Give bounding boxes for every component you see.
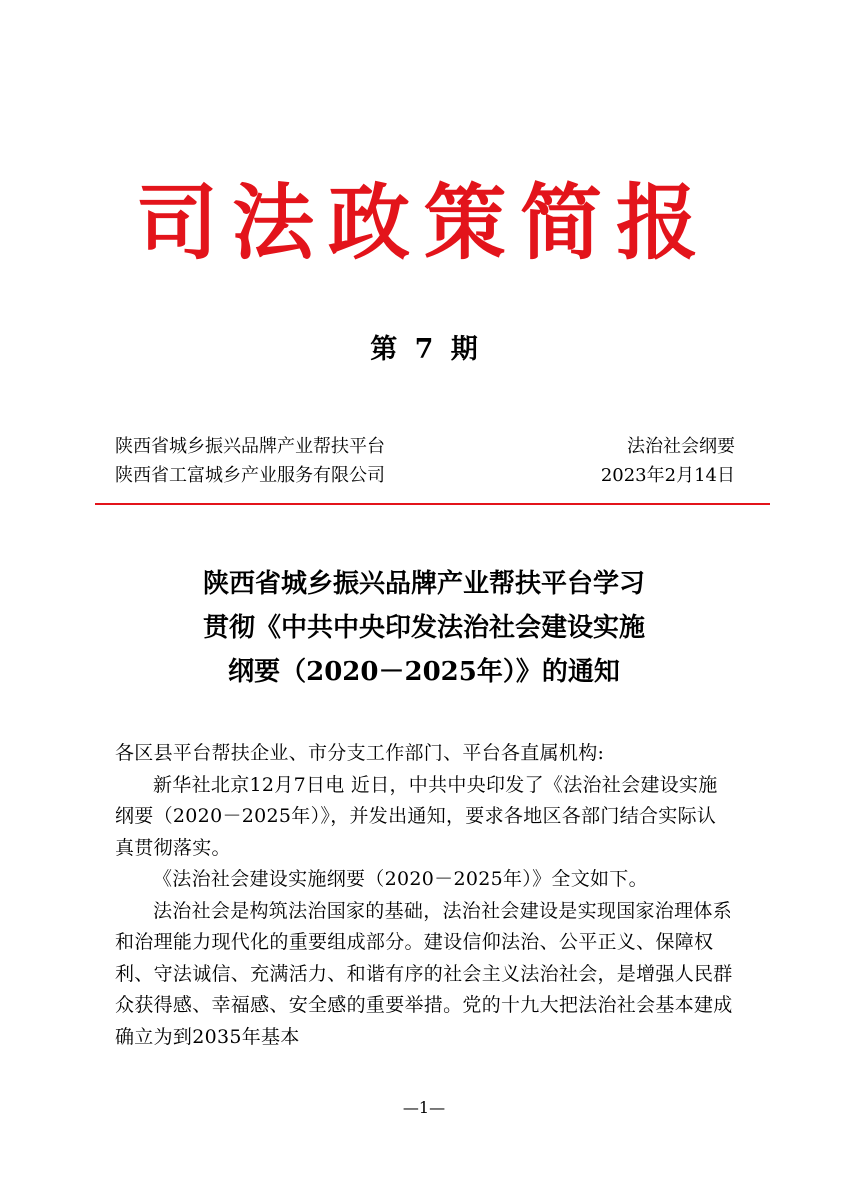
issue-number: 第 7 期	[370, 334, 478, 365]
salutation: 各区县平台帮扶企业、市分支工作部门、平台各直属机构:	[115, 742, 605, 764]
document-title	[0, 562, 848, 694]
document-title-line: 陕西省城乡振兴品牌产业帮扶平台学习	[202, 569, 645, 599]
document-title-line: 纲要（2020－2025年）》的通知	[228, 657, 620, 687]
issuer-row-2	[115, 461, 735, 490]
document-body	[115, 738, 735, 1053]
issuer-block	[115, 432, 735, 490]
page-number: —1—	[402, 1098, 446, 1117]
body-paragraph: 《法治社会建设实施纲要（2020－2025年）》全文如下。	[153, 868, 648, 890]
body-paragraph: 新华社北京12月7日电 近日，中共中央印发了《法治社会建设实施纲要（2020－2025年）》，并发出通知，要求各地区各部门结合实际认真贯彻落实。	[115, 773, 718, 859]
red-divider	[95, 503, 770, 505]
document-category: 法治社会纲要	[627, 436, 735, 457]
issue-date: 2023年2月14日	[600, 465, 735, 486]
document-title-line: 贯彻《中共中央印发法治社会建设实施	[202, 613, 645, 643]
issuer-org-2: 陕西省工富城乡产业服务有限公司	[115, 465, 385, 486]
issuer-org-1: 陕西省城乡振兴品牌产业帮扶平台	[115, 436, 385, 457]
issuer-row-1	[115, 432, 735, 461]
masthead-title: 司法政策简报	[135, 175, 712, 271]
body-paragraph: 法治社会是构筑法治国家的基础，法治社会建设是实现国家治理体系和治理能力现代化的重要组成部分。建设信仰法治、公平正义、保障权利、守法诚信、充满活力、和谐有序的社会主义法治社会，是增强人民群众获得感、幸福感、安全感的重要举措。党的十九大把法治社会基本建成确立为到2035年基本	[115, 899, 733, 1048]
